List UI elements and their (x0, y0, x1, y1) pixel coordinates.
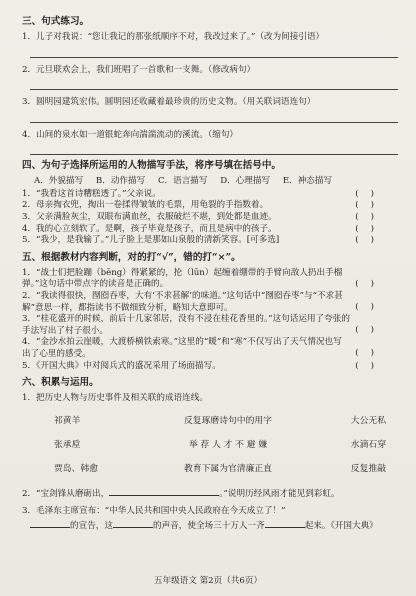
s3-question-2: 2．元旦联欢会上，我们班唱了一首歌和一支舞。（修改病句） (22, 64, 256, 75)
table-row (40, 458, 392, 482)
s4-item-1: 1．“我看这首诗糟糕透了。”父亲说。 () (22, 188, 386, 199)
event-text[interactable]: 教育下属为官清廉正直 (184, 463, 272, 474)
s5-item-1: 1．“战士们把脸蹦（bēng）得紧紧的，抡（lūn）起缠着绷带的手臂向敌人扔出手榴弹。”这句话中带点字的读音是正确的。 () (22, 267, 386, 290)
person-name[interactable]: 祁黄羊 (54, 415, 81, 426)
table-row (40, 410, 392, 434)
s4-item-3: 3．父亲满脸灰尘，双眼布满血丝，衣服破烂不堪，到处都是血迹。 () (22, 212, 386, 223)
answer-paren[interactable]: () (355, 212, 386, 223)
event-text[interactable]: 举 荐 人 才 不 避 嫌 (188, 439, 268, 450)
fill-blank[interactable] (113, 518, 153, 528)
answer-paren[interactable]: () (355, 200, 386, 211)
s4-item-5: 5．“我少，是我输了。”儿子脸上是那如山泉般的清新笑容。[可多选] () (22, 235, 386, 246)
s5-item-3: 3．“桂花盛开的时候，前后十几家邻居，没有不浸在桂花香里的。”这句话运用了夸张的手法写出了村子很小。 () (22, 314, 386, 336)
answer-paren[interactable]: () (355, 188, 386, 199)
fill-blank[interactable] (265, 518, 305, 528)
answer-line[interactable] (30, 142, 398, 155)
s5-item-5: 5．《开国大典》中对阅兵式的盛况采用了场面描写。 () (22, 360, 386, 371)
answer-line[interactable] (30, 77, 398, 90)
section-4-title: 四、为句子选择所运用的人物描写手法，将序号填在括号中。 (22, 160, 282, 172)
s4-options (34, 176, 398, 188)
option-d: D．心理描写 (220, 176, 271, 187)
section-5-title: 五、根据教材内容判断，对的打“√”，错的打“×”。 (22, 251, 241, 263)
answer-paren[interactable]: () (355, 235, 386, 246)
s3-question-1: 1．儿子对我说：“您让我记的那张纸顺序不对，我改过来了。”（改为间接引语） (22, 31, 325, 42)
s6-question-1: 1．把历史人物与历史事件及相关联的成语连线。 (22, 393, 208, 404)
option-a: A．外貌描写 (34, 176, 84, 187)
s3-question-4: 4．山间的泉水如一道银蛇奔向湍湍流动的溪流。（缩句） (22, 129, 239, 140)
s3-question-3: 3．圆明园建筑宏伟。圆明园还收藏着最珍贵的历史文物。（用关联词语连句） (22, 97, 316, 108)
page-footer: 五年级语文 第2页（共6页） (153, 576, 263, 587)
idiom-text[interactable]: 反复推敲 (350, 463, 386, 474)
s5-item-2: 2．“我读得很快，囫囵吞枣，大有‘不求甚解’的味道。”这句话中“囫囵吞枣”与“不求甚解”意思一样，都指读书不做细致分析，略知大意即可。 () (22, 290, 386, 313)
idiom-text[interactable]: 水滴石穿 (350, 439, 386, 450)
fill-blank[interactable] (109, 486, 219, 496)
idiom-text[interactable]: 大公无私 (350, 415, 386, 426)
s6-question-3: 3．毛泽东主席宣布：“中华人民共和国中央人民政府在今天成立了！” (22, 506, 286, 517)
s6-question-2: 2．“宝剑锋从磨砺出， 。”说明历经风雨才能见到彩虹。 (22, 486, 398, 501)
answer-line[interactable] (30, 110, 398, 123)
s5-item-4: 4．“金沙水拍云崖暖，大渡桥横铁索寒。”这里的“暖”和“寒”不仅写出了天气情况也写出了心里的感受。 () (22, 337, 386, 359)
answer-paren[interactable]: () (355, 348, 386, 359)
s6-question-3-cont: 的宣告，这 的声音，使全场三十万人一齐 起来。《开国大典》 (22, 518, 398, 533)
option-b: B．动作描写 (95, 176, 146, 187)
answer-paren[interactable]: () (355, 223, 386, 234)
answer-paren[interactable]: () (355, 301, 386, 312)
option-c: C．语言描写 (157, 176, 208, 187)
section-3-title: 三、句式练习。 (22, 16, 90, 27)
answer-paren[interactable]: () (355, 325, 386, 336)
matching-table (40, 410, 392, 482)
s4-item-4: 4．我的心立刻软了。是啊，孩子毕竟是孩子，而且是病中的孩子。 () (22, 223, 386, 234)
person-name[interactable]: 张承垕 (54, 439, 81, 450)
s4-item-2: 2．母亲掏衣兜，掏出一卷揉得皱皱的毛票，用龟裂的手指数着。 () (22, 200, 386, 211)
table-row (40, 434, 392, 458)
answer-line[interactable] (30, 45, 398, 58)
answer-paren[interactable]: () (355, 360, 386, 371)
fill-blank[interactable] (30, 518, 70, 528)
section-6-title: 六、积累与运用。 (22, 377, 99, 389)
event-text[interactable]: 反复琢磨诗句中的用字 (184, 415, 272, 426)
option-e: E．神态描写 (282, 176, 333, 187)
answer-paren[interactable]: () (355, 278, 386, 289)
person-name[interactable]: 贾岛、韩愈 (54, 463, 98, 474)
